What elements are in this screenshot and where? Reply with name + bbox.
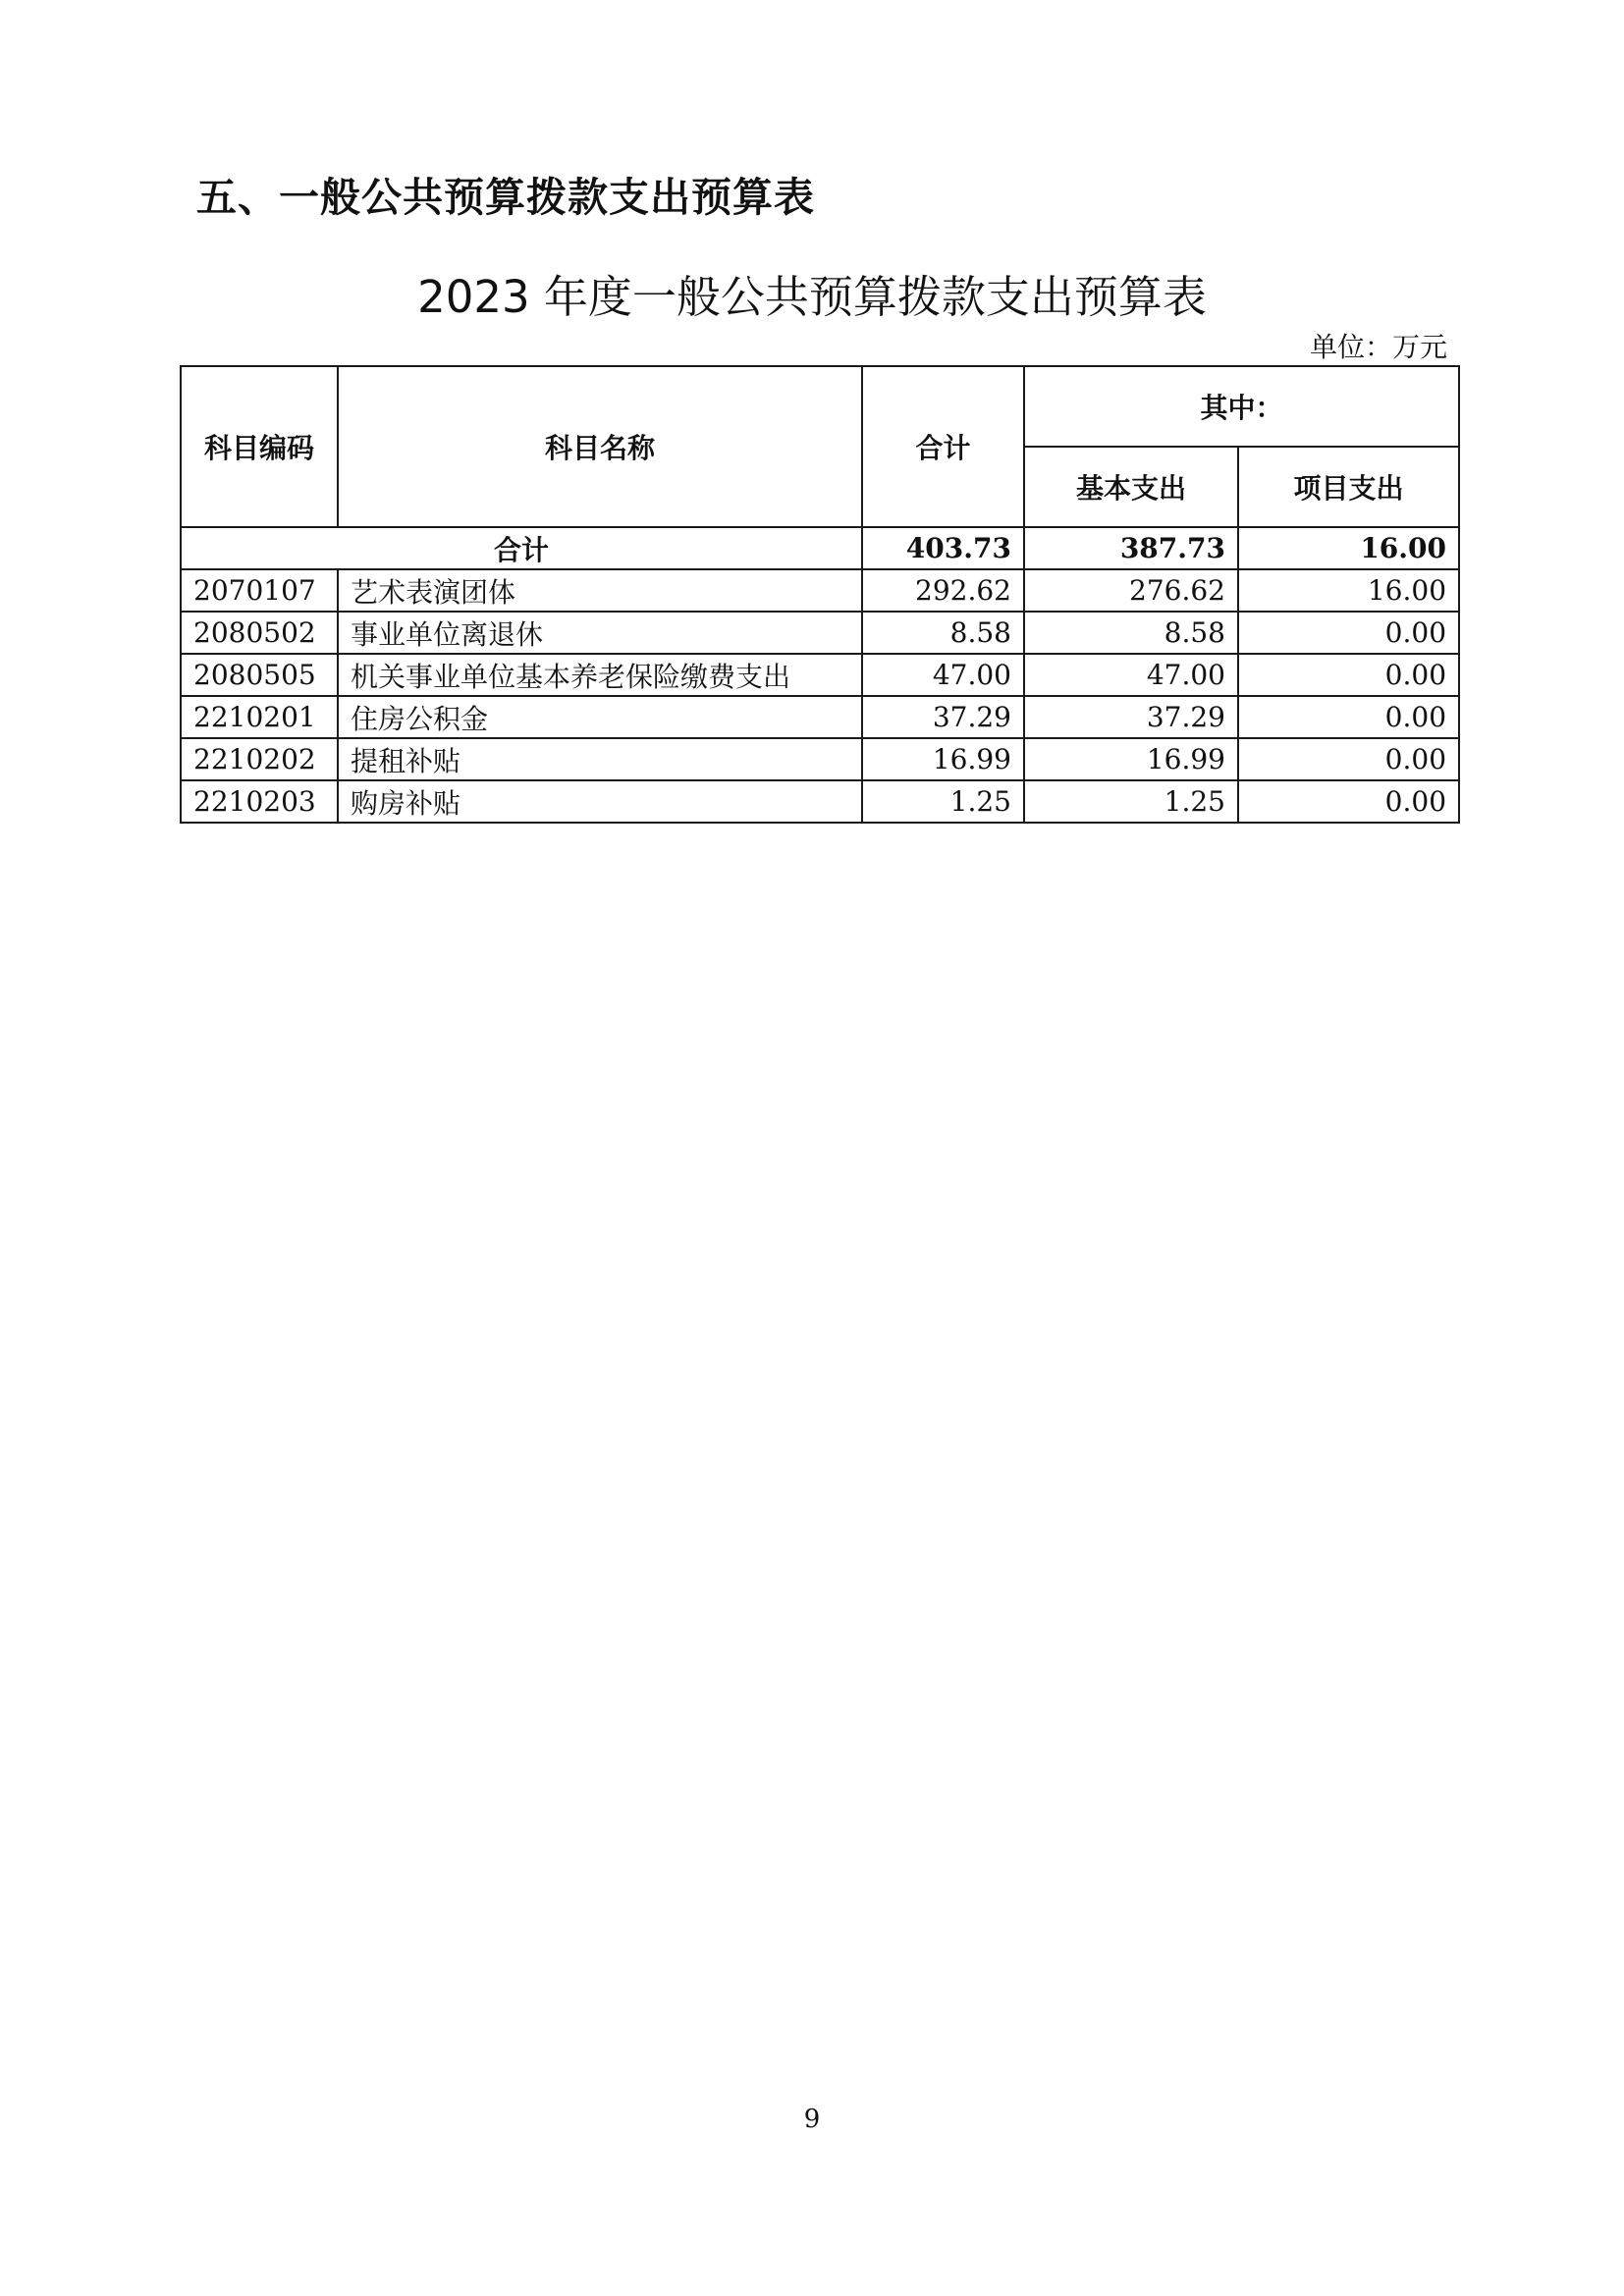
row-name: 事业单位离退休 bbox=[338, 612, 862, 654]
row-code: 2210202 bbox=[181, 738, 338, 780]
header-of-which: 其中： bbox=[1024, 366, 1459, 447]
row-basic: 37.29 bbox=[1024, 696, 1238, 738]
row-project: 0.00 bbox=[1238, 696, 1459, 738]
header-project: 项目支出 bbox=[1238, 447, 1459, 527]
row-basic: 16.99 bbox=[1024, 738, 1238, 780]
total-row-total: 403.73 bbox=[862, 527, 1024, 569]
row-project: 0.00 bbox=[1238, 738, 1459, 780]
row-code: 2210203 bbox=[181, 780, 338, 823]
row-project: 0.00 bbox=[1238, 654, 1459, 696]
row-total: 8.58 bbox=[862, 612, 1024, 654]
table-row bbox=[181, 780, 1459, 823]
header-code: 科目编码 bbox=[181, 366, 338, 527]
row-name: 机关事业单位基本养老保险缴费支出 bbox=[338, 654, 862, 696]
row-name: 住房公积金 bbox=[338, 696, 862, 738]
total-row-project: 16.00 bbox=[1238, 527, 1459, 569]
section-heading: 五、一般公共预算拨款支出预算表 bbox=[196, 174, 815, 221]
row-total: 37.29 bbox=[862, 696, 1024, 738]
row-project: 0.00 bbox=[1238, 612, 1459, 654]
row-total: 16.99 bbox=[862, 738, 1024, 780]
table-title: 2023 年度一般公共预算拨款支出预算表 bbox=[417, 271, 1207, 323]
row-name: 购房补贴 bbox=[338, 780, 862, 823]
header-total: 合计 bbox=[862, 366, 1024, 527]
row-basic: 8.58 bbox=[1024, 612, 1238, 654]
row-name: 提租补贴 bbox=[338, 738, 862, 780]
total-row bbox=[181, 527, 1459, 569]
row-code: 2070107 bbox=[181, 569, 338, 612]
table-row bbox=[181, 654, 1459, 696]
row-name: 艺术表演团体 bbox=[338, 569, 862, 612]
row-total: 1.25 bbox=[862, 780, 1024, 823]
page-number: 9 bbox=[803, 2105, 821, 2134]
table-row bbox=[181, 569, 1459, 612]
unit-note: 单位：万元 bbox=[1309, 331, 1447, 363]
row-project: 16.00 bbox=[1238, 569, 1459, 612]
row-project: 0.00 bbox=[1238, 780, 1459, 823]
row-total: 292.62 bbox=[862, 569, 1024, 612]
row-basic: 1.25 bbox=[1024, 780, 1238, 823]
row-basic: 276.62 bbox=[1024, 569, 1238, 612]
header-name: 科目名称 bbox=[338, 366, 862, 527]
row-code: 2080505 bbox=[181, 654, 338, 696]
table-row bbox=[181, 612, 1459, 654]
total-row-basic: 387.73 bbox=[1024, 527, 1238, 569]
total-row-label: 合计 bbox=[181, 527, 862, 569]
table-row bbox=[181, 696, 1459, 738]
table-row bbox=[181, 738, 1459, 780]
row-code: 2210201 bbox=[181, 696, 338, 738]
header-basic: 基本支出 bbox=[1024, 447, 1238, 527]
row-total: 47.00 bbox=[862, 654, 1024, 696]
row-code: 2080502 bbox=[181, 612, 338, 654]
row-basic: 47.00 bbox=[1024, 654, 1238, 696]
budget-table bbox=[180, 365, 1460, 824]
